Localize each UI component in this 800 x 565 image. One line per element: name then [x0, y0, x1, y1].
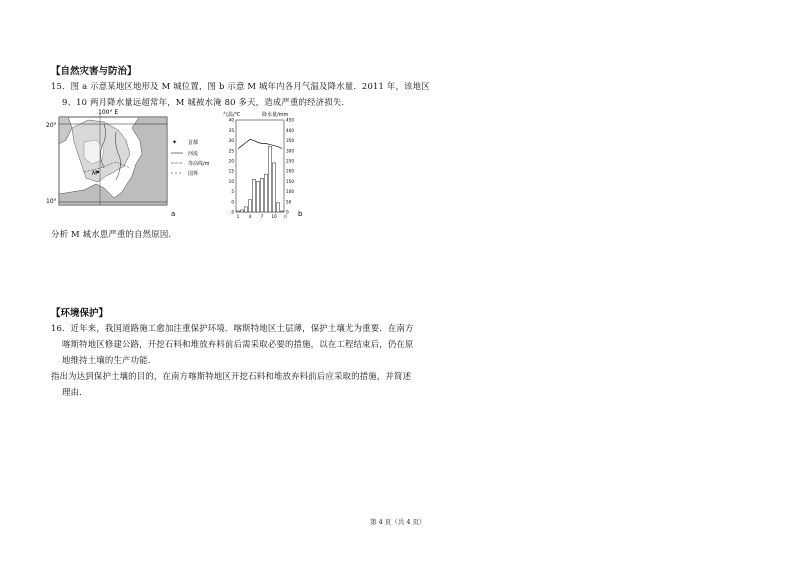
city-m-label: M	[92, 170, 98, 177]
left-axis-title: 气温/℃	[223, 112, 241, 118]
x-tick-label: 7	[260, 214, 264, 219]
precipitation-bar	[260, 178, 263, 212]
figure-a-label: a	[171, 210, 176, 218]
left-tick-label: 35	[228, 127, 234, 133]
precipitation-bar	[280, 211, 283, 212]
question-16-line3: 地维持土壤的生产功能.	[62, 355, 151, 365]
right-tick-label: 50	[286, 199, 292, 205]
legend-text-contour: 等高线/m	[188, 161, 210, 167]
question-15-line1: 15．图 a 示意某地区地形及 M 城位置，图 b 示意 M 城年内各月气温及降水量．2011 年，该地区	[51, 81, 430, 91]
section-heading-environment: 【环境保护】	[51, 308, 109, 319]
precipitation-bar	[256, 181, 259, 212]
page-footer: 第 4 页（共 4 页）	[370, 518, 426, 526]
figure-b-climate-chart	[218, 106, 318, 224]
left-tick-label: -5	[229, 209, 234, 215]
precipitation-bar	[268, 147, 271, 212]
left-tick-label: 20	[228, 158, 234, 164]
legend-text-border: 国界	[188, 171, 199, 177]
right-tick-label: 150	[286, 178, 294, 184]
question-15-line2: 9、10 两月降水量远超常年，M 城被水淹 80 多天，造成严重的经济损失.	[62, 97, 345, 107]
x-tick-label: 1	[236, 214, 240, 219]
left-tick-label: 40	[228, 117, 234, 123]
precipitation-bar	[272, 163, 275, 212]
right-tick-label: 0	[286, 209, 289, 215]
figure-b-label: b	[298, 210, 303, 218]
question-16-line5: 理由.	[62, 387, 83, 397]
right-tick-label: 400	[286, 127, 294, 133]
precipitation-bar	[264, 174, 267, 212]
left-tick-label: 15	[228, 168, 234, 174]
legend-text-capital: 首都	[188, 140, 199, 146]
left-tick-label: 30	[228, 138, 234, 144]
plot-area	[236, 120, 284, 212]
right-tick-label: 300	[286, 148, 294, 154]
right-tick-label: 450	[286, 117, 294, 123]
capital-star-icon: ✦	[172, 139, 178, 146]
x-tick-label: 4	[248, 214, 252, 219]
precipitation-bar	[248, 200, 251, 212]
x-unit-label: 月	[283, 214, 288, 219]
question-15-prompt: 分析 M 城水患严重的自然原因.	[51, 229, 172, 239]
precipitation-bar	[244, 207, 247, 212]
right-axis-ticks	[286, 118, 294, 215]
left-tick-label: 5	[231, 189, 234, 195]
right-tick-label: 250	[286, 158, 294, 164]
question-16-line4: 指出为达到保护土壤的目的，在南方喀斯特地区开挖石料和堆放弃料前后应采取的措施，并简述	[51, 371, 412, 381]
x-axis-ticks	[237, 213, 288, 220]
precipitation-bar	[236, 211, 239, 212]
left-tick-label: 0	[231, 199, 234, 205]
left-tick-label: 25	[228, 148, 234, 154]
right-tick-label: 200	[286, 168, 294, 174]
legend-text-river: 河流	[188, 151, 199, 157]
right-axis-title: 降水量/mm	[262, 112, 289, 118]
precipitation-bar	[240, 210, 243, 212]
question-16-line1: 16．近年来，我国道路施工愈加注重保护环境．喀斯特地区土层薄，保护土壤尤为重要．在南方	[51, 323, 414, 333]
x-tick-label: 10	[271, 214, 277, 219]
section-heading-natural-disasters: 【自然灾害与防治】	[51, 66, 137, 77]
bar-group	[236, 147, 283, 212]
precipitation-bar	[252, 179, 255, 212]
temperature-line	[238, 139, 282, 148]
latitude-top-label: 20°	[46, 122, 57, 129]
longitude-label: 100° E	[98, 109, 119, 116]
left-tick-label: 10	[228, 178, 234, 184]
left-axis-ticks	[229, 118, 235, 215]
precipitation-bar	[276, 203, 279, 212]
latitude-bottom-label: 10°	[46, 198, 57, 205]
question-16-line2: 喀斯特地区修建公路，开挖石料和堆放弃料前后需采取必要的措施，以在工程结束后，仍在原	[62, 339, 414, 349]
city-m-marker	[97, 171, 99, 173]
right-tick-label: 350	[286, 138, 294, 144]
right-tick-label: 100	[286, 189, 294, 195]
